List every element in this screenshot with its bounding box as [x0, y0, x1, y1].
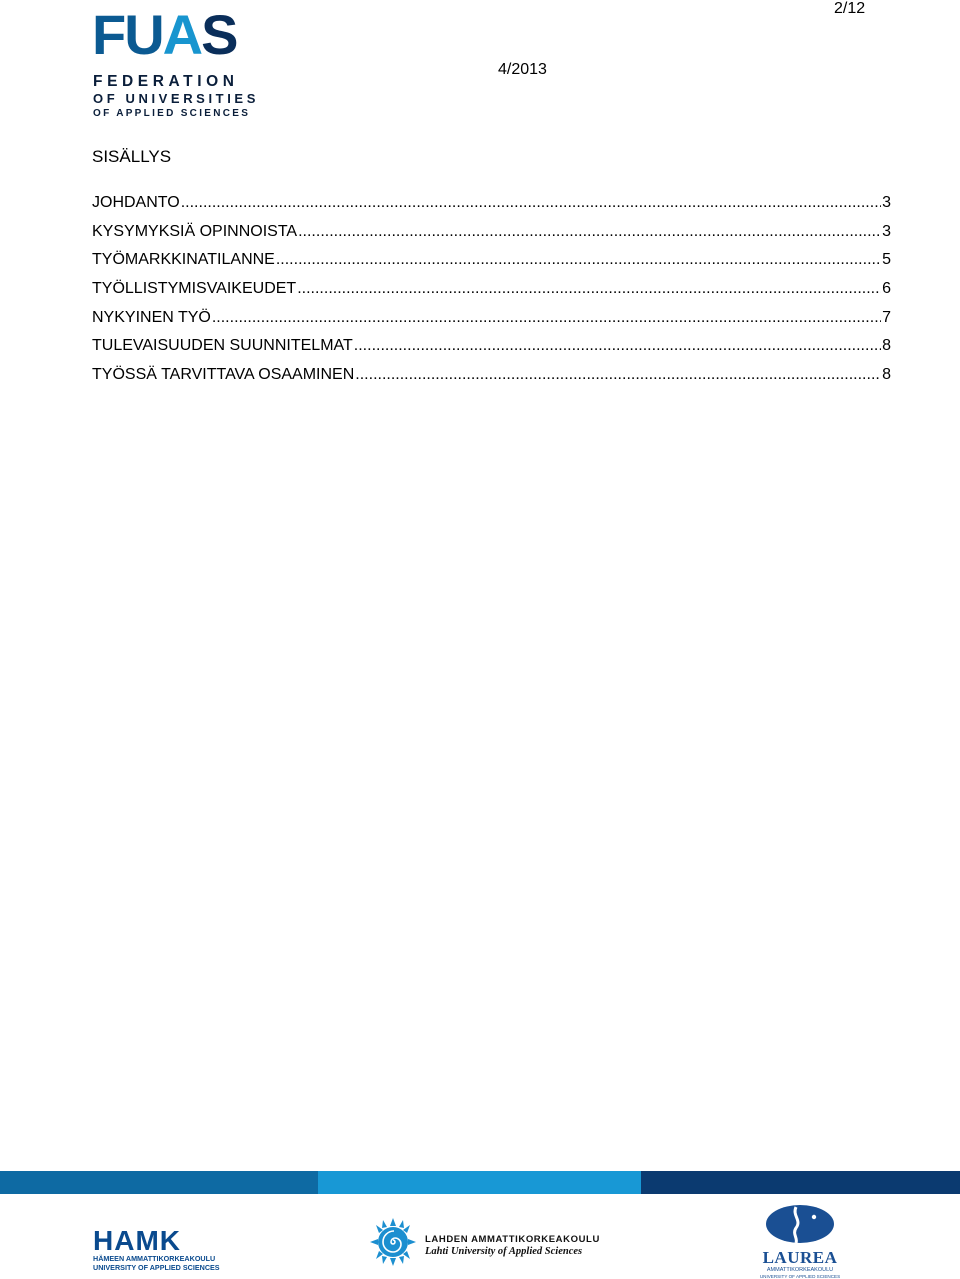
- toc-entry-page: 7: [882, 308, 891, 326]
- footer-band-2: [318, 1171, 641, 1194]
- toc-entry[interactable]: [92, 222, 891, 251]
- hamk-line-2: UNIVERSITY OF APPLIED SCIENCES: [93, 1263, 220, 1272]
- toc-entry-title: TYÖLLISTYMISVAIKEUDET: [92, 280, 297, 298]
- hamk-line-1: HÄMEEN AMMATTIKORKEAKOULU: [93, 1254, 216, 1263]
- page-number: 2/12: [834, 0, 866, 17]
- lahti-sun-icon: [370, 1218, 416, 1266]
- toc-entry-page: 3: [882, 194, 891, 211]
- toc-entry[interactable]: [92, 308, 891, 337]
- toc-entry[interactable]: [92, 250, 891, 279]
- toc-entry-title: TULEVAISUUDEN SUUNNITELMAT: [92, 337, 353, 355]
- toc-entry-title: TYÖMARKKINATILANNE: [92, 251, 275, 269]
- hamk-name: HAMK: [93, 1225, 181, 1256]
- laurea-line-1: AMMATTIKORKEAKOULU: [766, 1267, 834, 1273]
- toc-entry-title: JOHDANTO: [92, 194, 180, 211]
- toc-entry-page: 3: [882, 222, 891, 240]
- laurea-name: LAUREA: [762, 1248, 838, 1267]
- lahti-logo: [370, 1218, 600, 1268]
- toc-entry-page: 8: [882, 366, 891, 384]
- header-date: 4/2013: [498, 61, 547, 78]
- footer-band-1: [0, 1171, 318, 1194]
- toc-heading: SISÄLLYS: [92, 147, 172, 166]
- fuas-line-3: OF APPLIED SCIENCES: [93, 108, 251, 119]
- hamk-logo: [93, 1225, 220, 1272]
- lahti-line-2: Lahti University of Applied Sciences: [425, 1246, 583, 1257]
- toc-entry-title: KYSYMYKSIÄ OPINNOISTA: [92, 222, 298, 240]
- toc-leader: [355, 365, 881, 385]
- table-of-contents: [92, 193, 891, 394]
- fuas-line-1: FEDERATION: [93, 73, 239, 90]
- fuas-wordmark: FUAS: [92, 3, 237, 66]
- toc-entry-title: TYÖSSÄ TARVITTAVA OSAAMINEN: [92, 366, 355, 384]
- laurea-emblem-icon: [762, 1204, 838, 1248]
- toc-entry[interactable]: [92, 336, 891, 365]
- toc-entry-title: NYKYINEN TYÖ: [92, 308, 211, 326]
- footer-band-3: [641, 1171, 960, 1194]
- toc-entry[interactable]: [92, 193, 891, 222]
- toc-leader: [276, 250, 881, 270]
- toc-entry-page: 6: [882, 280, 891, 298]
- toc-entry[interactable]: [92, 365, 891, 394]
- laurea-logo: [759, 1204, 842, 1279]
- fuas-logo: [92, 3, 259, 119]
- toc-entry[interactable]: [92, 279, 891, 308]
- toc-entry-page: 8: [882, 337, 891, 355]
- fuas-line-2: OF UNIVERSITIES: [93, 91, 259, 106]
- toc-leader: [298, 222, 881, 242]
- lahti-line-1: LAHDEN AMMATTIKORKEAKOULU: [425, 1234, 600, 1245]
- toc-leader: [181, 193, 881, 213]
- laurea-line-2: UNIVERSITY OF APPLIED SCIENCES: [759, 1274, 841, 1279]
- toc-leader: [297, 279, 881, 299]
- toc-leader: [212, 308, 881, 328]
- toc-entry-page: 5: [882, 251, 891, 269]
- toc-leader: [354, 336, 881, 356]
